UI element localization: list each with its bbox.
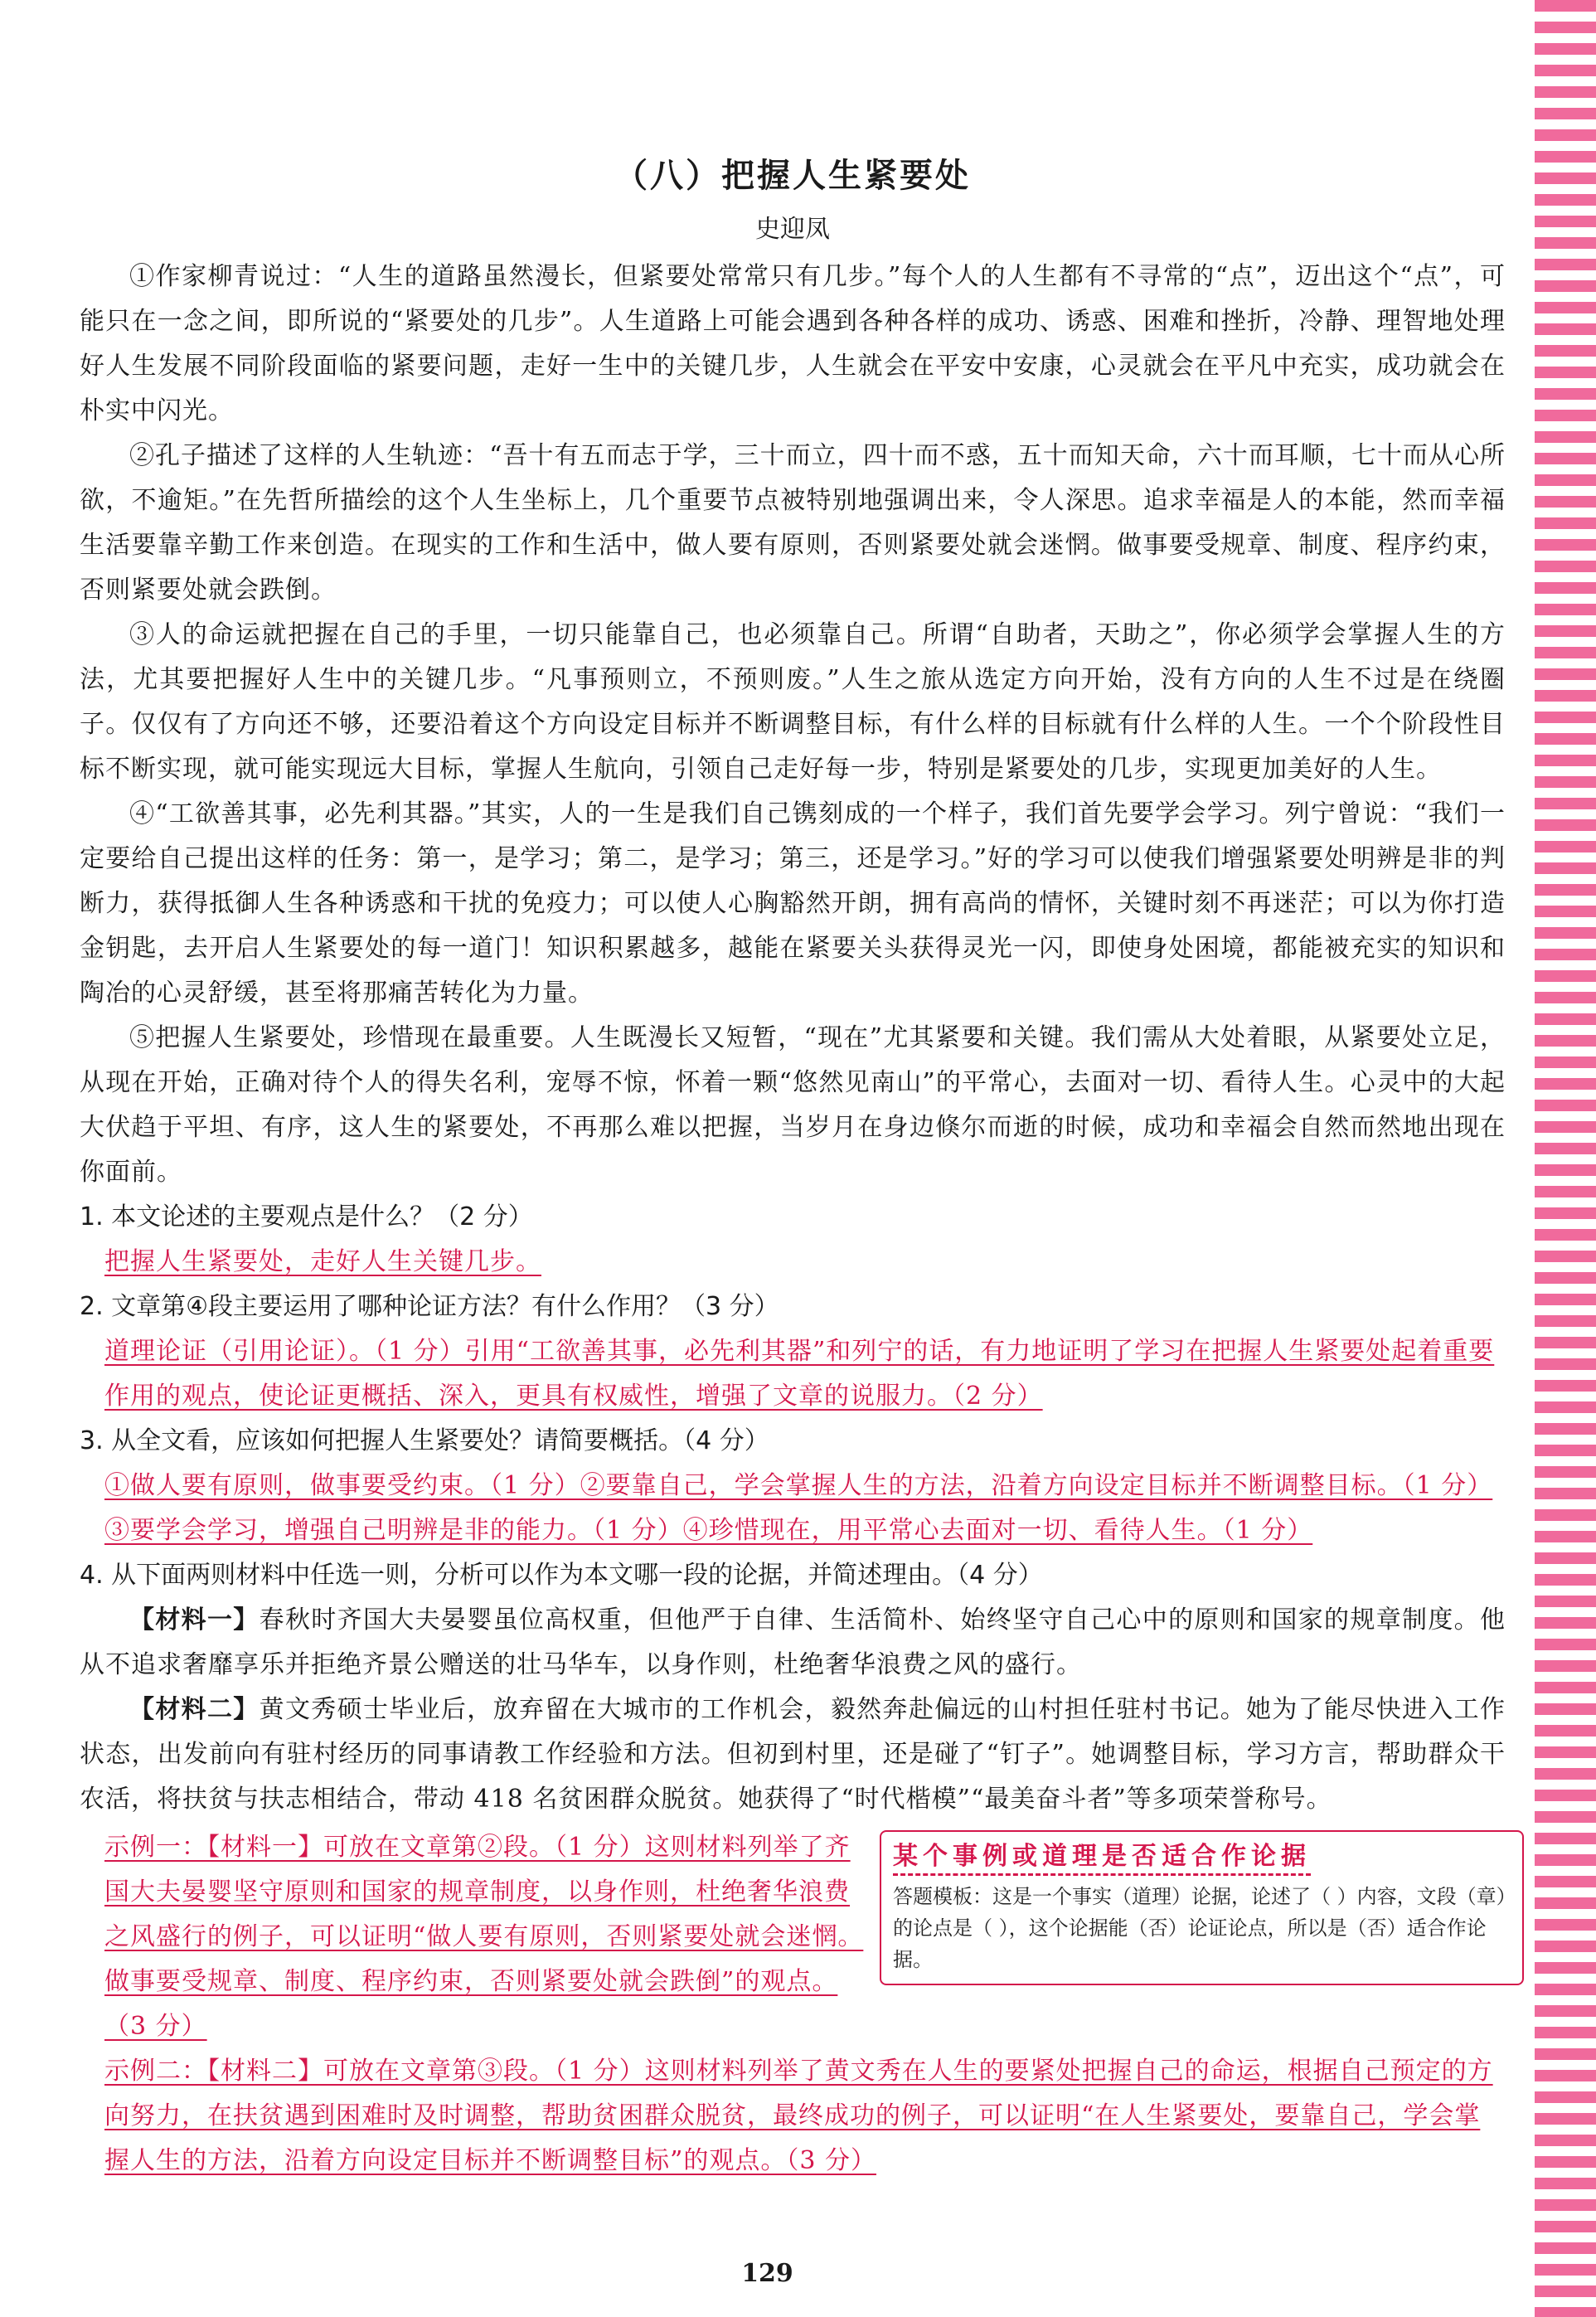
answer-4-example-1 xyxy=(104,1825,867,2049)
paragraph-2: ②孔子描述了这样的人生轨迹：“吾十有五而志于学，三十而立，四十而不惑，五十而知天命，六十而耳顺，七十而从心所欲，不逾矩。”在先哲所描绘的这个人生坐标上，几个重要节点被特别地强调出来，令人深思。追求幸福是人的本能，然而幸福生活要靠辛勤工作来创造。在现实的工作和生活中，做人要有原则，否则紧要处就会迷惘。做事要受规章、制度、程序约束，否则紧要处就会跌倒。 xyxy=(80,441,1506,605)
answer-1 xyxy=(104,1240,1506,1285)
answer-4-example-1-text: 示例一：【材料一】可放在文章第②段。（1 分）这则材料列举了齐国大夫晏婴坚守原则和国家的规章制度，以身作则，杜绝奢华浪费之风盛行的例子，可以证明“做人要有原则，否则紧要处就会迷惘。做事要受规章、制度、程序约束，否则紧要处就会跌倒”的观点。（3 分） xyxy=(104,1833,864,2041)
answer-4-block xyxy=(80,1825,1506,2183)
paragraph-3: ③人的命运就把握在自己的手里，一切只能靠自己，也必须靠自己。所谓“自助者，天助之”，你必须学会掌握人生的方法，尤其要把握好人生中的关键几步。“凡事预则立，不预则废。”人生之旅从选定方向开始，没有方向的人生不过是在绕圈子。仅仅有了方向还不够，还要沿着这个方向设定目标并不断调整目标，有什么样的目标就有什么样的人生。一个个阶段性目标不断实现，就可能实现远大目标，掌握人生航向，引领自己走好每一步，特别是紧要处的几步，实现更加美好的人生。 xyxy=(80,620,1506,784)
answer-4-example-2 xyxy=(104,2049,1506,2183)
answer-2-text: 道理论证（引用论证）。（1 分）引用“工欲善其事，必先利其器”和列宁的话，有力地证明了学习在把握人生紧要处起着重要作用的观点，使论证更概括、深入，更具有权威性，增强了文章的说服力。（2 分） xyxy=(104,1337,1495,1411)
material-2-text: 黄文秀硕士毕业后，放弃留在大城市的工作机会，毅然奔赴偏远的山村担任驻村书记。她为了能尽快进入工作状态，出发前向有驻村经历的同事请教工作经验和方法。但初到村里，还是碰了“钉子”。她调整目标，学习方言，帮助群众干农活，将扶贫与扶志相结合，带动 418 名贫困群众脱贫。她获得了“时代楷模”“最美奋斗者”等多项荣誉称号。 xyxy=(80,1695,1506,1814)
question-4: 4. 从下面两则材料中任选一则，分析可以作为本文哪一段的论据，并简述理由。（4 分） xyxy=(80,1561,1043,1590)
answer-3 xyxy=(104,1464,1506,1553)
answer-2 xyxy=(104,1329,1506,1419)
material-1-text: 春秋时齐国大夫晏婴虽位高权重，但他严于自律、生活简朴、始终坚守自己心中的原则和国家的规章制度。他从不追求奢靡享乐并拒绝齐景公赠送的壮马华车，以身作则，杜绝奢华浪费之风的盛行。 xyxy=(80,1605,1506,1679)
tip-box xyxy=(880,1830,1524,1985)
material-2 xyxy=(80,1688,1506,1822)
answer-3-text: ①做人要有原则，做事要受约束。（1 分）②要靠自己，学会掌握人生的方法，沿着方向设定目标并不断调整目标。（1 分）③要学会学习，增强自己明辨是非的能力。（1 分）④珍惜现在，用平常心去面对一切、看待人生。（1 分） xyxy=(104,1471,1493,1545)
material-1-label: 【材料一】 xyxy=(129,1605,260,1635)
paragraph-1: ①作家柳青说过：“人生的道路虽然漫长，但紧要处常常只有几步。”每个人的人生都有不寻常的“点”，迈出这个“点”，可能只在一念之间，即所说的“紧要处的几步”。人生道路上可能会遇到各种各样的成功、诱惑、困难和挫折，冷静、理智地处理好人生发展不同阶段面临的紧要问题，走好一生中的关键几步，人生就会在平安中安康，心灵就会在平凡中充实，成功就会在朴实中闪光。 xyxy=(80,262,1506,425)
question-3: 3. 从全文看，应该如何把握人生紧要处？请简要概括。（4 分） xyxy=(80,1426,769,1455)
paragraph-4: ④“工欲善其事，必先利其器。”其实，人的一生是我们自己镌刻成的一个样子，我们首先要学会学习。列宁曾说：“我们一定要给自己提出这样的任务：第一，是学习；第二，是学习；第三，还是学习。”好的学习可以使我们增强紧要处明辨是非的判断力，获得抵御人生各种诱惑和干扰的免疫力；可以使人心胸豁然开朗，拥有高尚的情怀，关键时刻不再迷茫；可以为你打造金钥匙，去开启人生紧要处的每一道门！知识积累越多，越能在紧要关头获得灵光一闪，即使身处困境，都能被充实的知识和陶冶的心灵舒缓，甚至将那痛苦转化为力量。 xyxy=(80,799,1506,1008)
tip-body: 答题模板：这是一个事实（道理）论据，论述了（ ）内容，文段（章）的论点是（ ），这个论据能（否）论证论点，所以是（否）适合作论据。 xyxy=(893,1885,1506,1971)
question-1: 1. 本文论述的主要观点是什么？（2 分） xyxy=(80,1202,533,1231)
answer-1-text: 把握人生紧要处，走好人生关键几步。 xyxy=(104,1247,541,1276)
article-author: 史迎凤 xyxy=(755,215,830,244)
question-2: 2. 文章第④段主要运用了哪种论证方法？有什么作用？（3 分） xyxy=(80,1292,779,1321)
page-content xyxy=(80,141,1506,2183)
tip-title: 某个事例或道理是否适合作论据 xyxy=(893,1835,1311,1876)
article-title: （八）把握人生紧要处 xyxy=(614,157,971,195)
page-number: 129 xyxy=(741,2259,793,2288)
answer-4-example-2-text: 示例二：【材料二】可放在文章第③段。（1 分）这则材料列举了黄文秀在人生的要紧处把握自己的命运，根据自己预定的方向努力，在扶贫遇到困难时及时调整，帮助贫困群众脱贫，最终成功的例子，可以证明“在人生紧要处，要靠自己，学会掌握人生的方法，沿着方向设定目标并不断调整目标”的观点。（3 分） xyxy=(104,2057,1493,2175)
page-edge-stripe xyxy=(1535,0,1596,2317)
material-1 xyxy=(80,1598,1506,1688)
material-2-label: 【材料二】 xyxy=(129,1695,260,1724)
paragraph-5: ⑤把握人生紧要处，珍惜现在最重要。人生既漫长又短暂，“现在”尤其紧要和关键。我们需从大处着眼，从紧要处立足，从现在开始，正确对待个人的得失名利，宠辱不惊，怀着一颗“悠然见南山”的平常心，去面对一切、看待人生。心灵中的大起大伏趋于平坦、有序，这人生的紧要处，不再那么难以把握，当岁月在身边倏尔而逝的时候，成功和幸福会自然而然地出现在你面前。 xyxy=(80,1023,1506,1187)
